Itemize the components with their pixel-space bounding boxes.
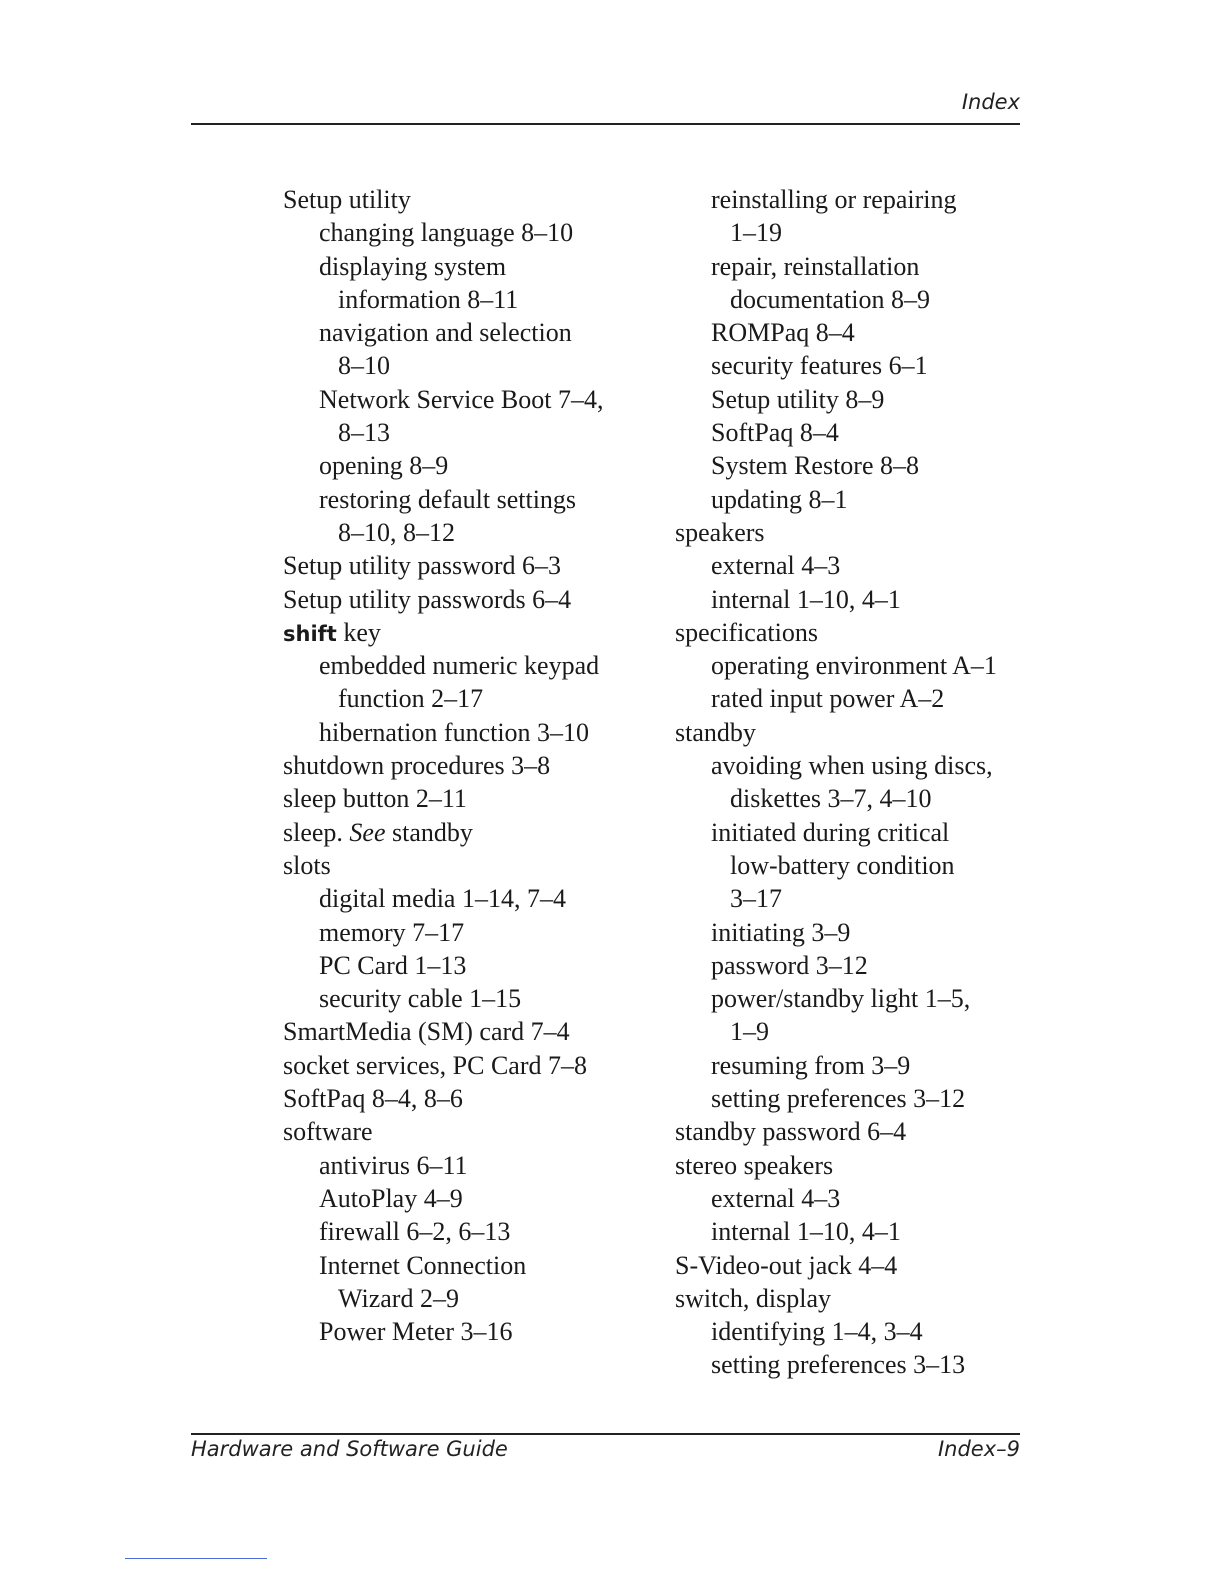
index-subentry: reinstalling or repairing	[711, 185, 957, 214]
index-entry: standby	[675, 717, 756, 747]
index-subentry: embedded numeric keypad	[319, 651, 600, 681]
index-subentry: SoftPaq 8–4	[711, 418, 839, 448]
index-subentry: repair, reinstallation	[711, 251, 920, 281]
index-subentry: password 3–12	[711, 950, 868, 980]
index-subentry: avoiding when using discs,	[711, 751, 993, 781]
index-subentry: Setup utility 8–9	[711, 384, 885, 414]
index-subentry: initiating 3–9	[711, 917, 851, 947]
index-subentry: initiated during critical	[711, 817, 950, 847]
footer-rule	[191, 1433, 1020, 1435]
index-continuation: 3–17	[730, 884, 782, 914]
index-continuation: function 2–17	[338, 684, 484, 714]
index-subentry: changing language 8–10	[319, 218, 574, 248]
index-subentry: internal 1–10, 4–1	[711, 1217, 901, 1247]
index-column-left	[283, 183, 643, 1348]
link-underline-mark	[125, 1558, 267, 1559]
index-subentry: operating environment A–1	[711, 651, 997, 681]
index-entry: switch, display	[675, 1283, 831, 1313]
index-entry: slots	[283, 850, 331, 880]
shift-key-label: shift	[283, 621, 337, 646]
index-entry-text: key	[336, 617, 381, 647]
index-subentry: security cable 1–15	[319, 984, 522, 1014]
index-entry: Setup utility password 6–3	[283, 551, 562, 581]
index-continuation: 1–19	[730, 218, 782, 248]
index-subentry: PC Card 1–13	[319, 950, 467, 980]
index-subentry: AutoPlay 4–9	[319, 1183, 463, 1213]
index-subentry: hibernation function 3–10	[319, 717, 590, 747]
index-subentry: Power Meter 3–16	[319, 1317, 513, 1347]
index-entry: SoftPaq 8–4, 8–6	[283, 1084, 463, 1114]
index-subentry: resuming from 3–9	[711, 1050, 911, 1080]
index-continuation: 8–10, 8–12	[338, 517, 455, 547]
index-entry: shutdown procedures 3–8	[283, 751, 551, 781]
index-entry: socket services, PC Card 7–8	[283, 1050, 588, 1080]
index-continuation: information 8–11	[338, 284, 519, 314]
index-entry: S-Video-out jack 4–4	[675, 1250, 898, 1280]
index-entry-text: standby	[385, 817, 473, 847]
page-header-title: Index	[961, 90, 1020, 114]
footer-guide-title: Hardware and Software Guide	[191, 1437, 508, 1461]
index-subentry: Network Service Boot 7–4,	[319, 384, 604, 414]
index-subentry: navigation and selection	[319, 318, 572, 348]
index-entry: specifications	[675, 617, 818, 647]
index-subentry: external 4–3	[711, 551, 841, 581]
index-subentry: security features 6–1	[711, 351, 928, 381]
index-continuation: 8–10	[338, 351, 390, 381]
index-subentry: internal 1–10, 4–1	[711, 584, 901, 614]
index-continuation: 8–13	[338, 418, 390, 448]
index-continuation: diskettes 3–7, 4–10	[730, 784, 932, 814]
index-entry-shift-key	[283, 616, 643, 649]
index-entry: sleep button 2–11	[283, 784, 467, 814]
index-subentry: firewall 6–2, 6–13	[319, 1217, 511, 1247]
index-subentry: antivirus 6–11	[319, 1150, 468, 1180]
index-subentry: displaying system	[319, 251, 507, 281]
index-subentry: digital media 1–14, 7–4	[319, 884, 566, 914]
index-continuation: Wizard 2–9	[338, 1283, 459, 1313]
index-subentry: updating 8–1	[711, 484, 848, 514]
index-subentry: Internet Connection	[319, 1250, 527, 1280]
index-entry: SmartMedia (SM) card 7–4	[283, 1017, 570, 1047]
index-subentry: external 4–3	[711, 1183, 841, 1213]
index-subentry: memory 7–17	[319, 917, 465, 947]
index-subentry: setting preferences 3–12	[711, 1084, 966, 1114]
index-entry: Setup utility passwords 6–4	[283, 584, 572, 614]
index-entry: software	[283, 1117, 373, 1147]
header-rule	[191, 123, 1020, 125]
see-reference: See	[349, 817, 386, 847]
index-continuation: documentation 8–9	[730, 284, 931, 314]
index-entry: Setup utility	[283, 185, 411, 214]
index-entry-sleep	[283, 816, 643, 849]
index-subentry: opening 8–9	[319, 451, 449, 481]
index-subentry: ROMPaq 8–4	[711, 318, 855, 348]
index-column-right	[675, 183, 1035, 1382]
index-subentry: identifying 1–4, 3–4	[711, 1317, 923, 1347]
index-subentry: setting preferences 3–13	[711, 1350, 966, 1380]
index-subentry: rated input power A–2	[711, 684, 945, 714]
index-subentry: System Restore 8–8	[711, 451, 919, 481]
index-entry: standby password 6–4	[675, 1117, 907, 1147]
index-continuation: 1–9	[730, 1017, 769, 1047]
index-entry-text: sleep.	[283, 817, 350, 847]
footer-page-number: Index–9	[937, 1437, 1020, 1461]
index-subentry: restoring default settings	[319, 484, 577, 514]
index-entry: speakers	[675, 517, 765, 547]
index-subentry: power/standby light 1–5,	[711, 984, 971, 1014]
index-entry: stereo speakers	[675, 1150, 834, 1180]
index-continuation: low-battery condition	[730, 850, 955, 880]
